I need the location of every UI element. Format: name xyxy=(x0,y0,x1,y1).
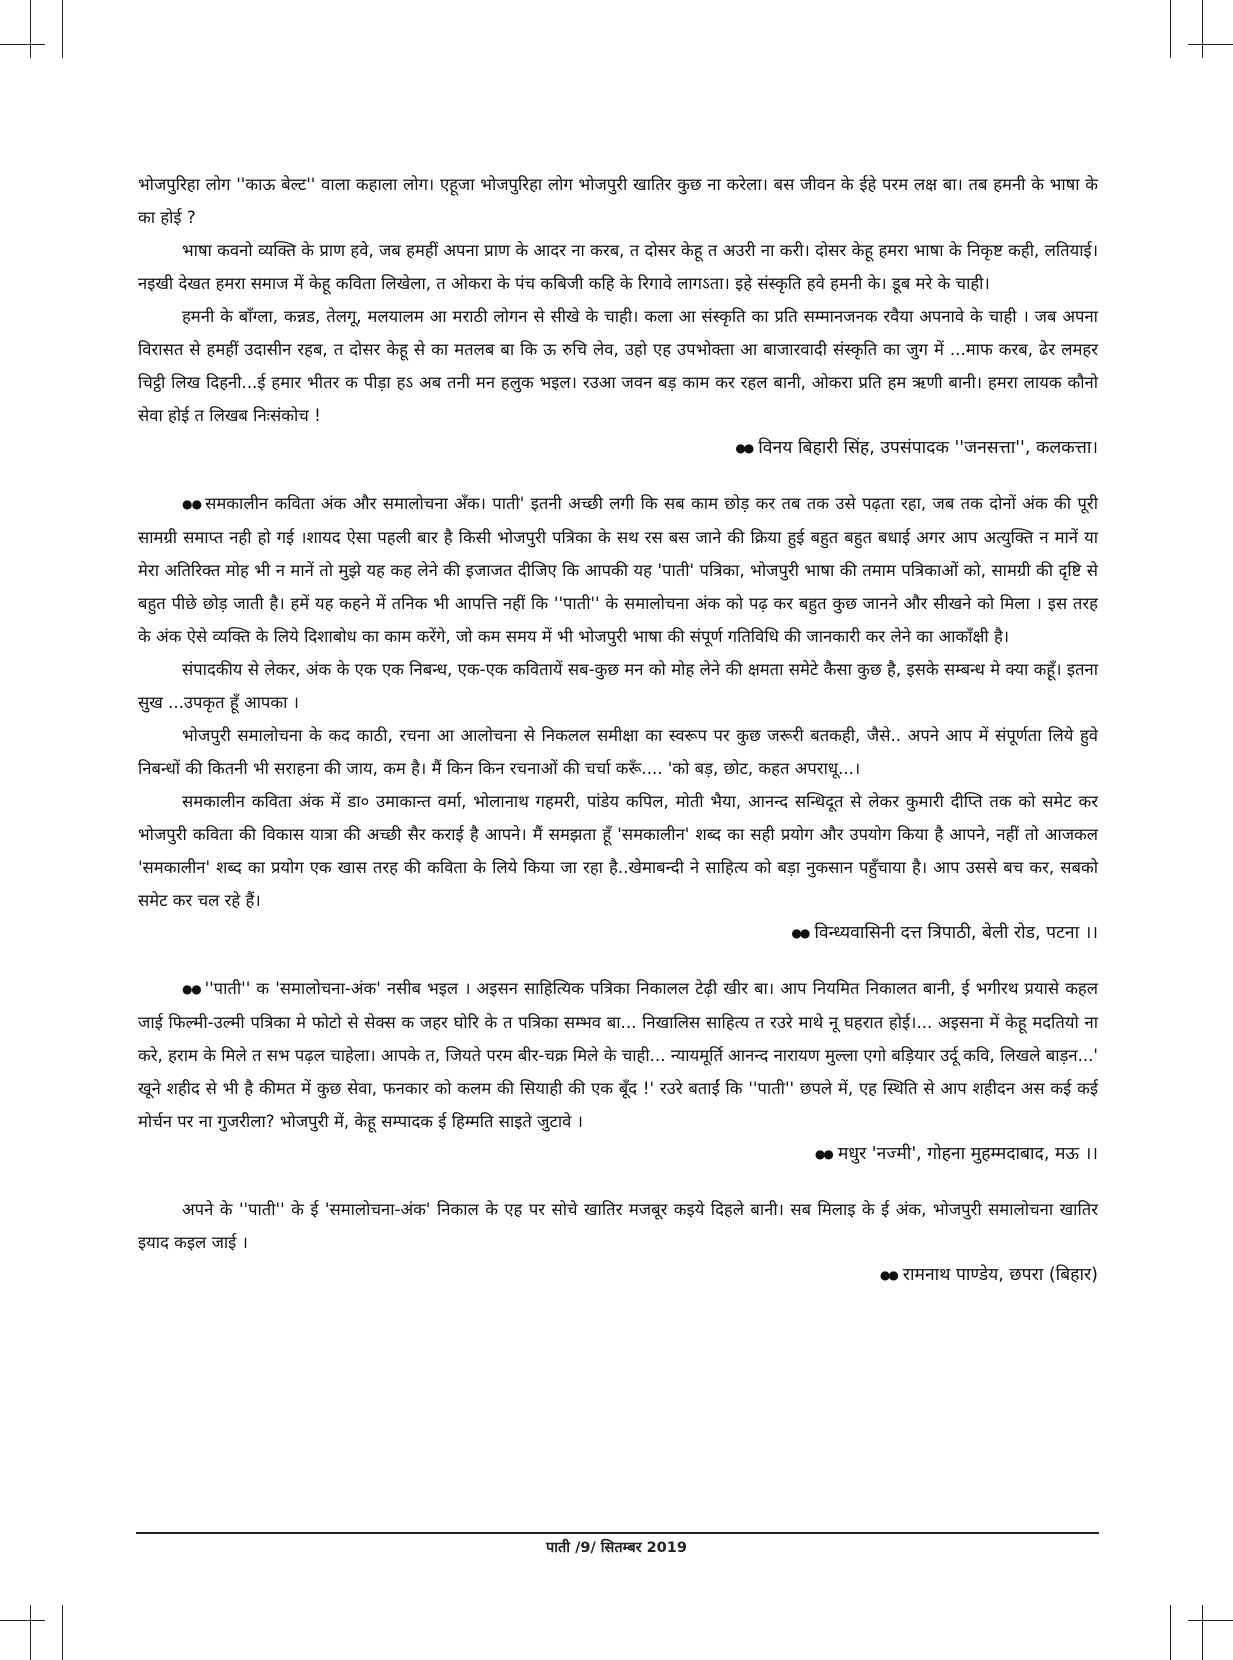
crop-mark-top-right-horizontal xyxy=(1188,44,1233,45)
letters-column xyxy=(138,168,1098,1292)
crop-mark-top-right-vertical xyxy=(1170,0,1171,58)
letter-2-paragraph-1-text: समकालीन कविता अंक और समालोचना अँक। पाती' इतनी अच्छी लगी कि सब काम छोड़ कर तब तक उसे पढ़ता रहा, जब तक दोनों अंक की पूरी सामग्री समाप्त नही हो गई ।शायद ऐसा पहली बार है किसी भोजपुरी पत्रिका के सथ रस बस जाने की क्रिया हुई बहुत बहुत बधाई अगर आप अत्युक्ति न मानें या मेरा अतिरिक्त मोह भी न मानें तो मुझे यह कह लेने की इजाजत दीजिए कि आपकी यह 'पाती' पत्रिका, भोजपुरी भाषा की तमाम पत्रिकाओं को, सामग्री की दृष्टि से बहुत पीछे छोड़ जाती है। हमें यह कहने में तनिक भी आपत्ति नहीं कि ''पाती'' के समालोचना अंक को पढ़ कर बहुत कुछ जानने और सीखने को मिला । इस तरह के अंक ऐसे व्यक्ति के लिये दिशाबोध का काम करेंगे, जो कम समय में भी भोजपुरी भाषा की संपूर्ण गतिविधि की जानकारी कर लेने का आकाँक्षी है। xyxy=(138,494,1098,646)
letter-3-signature xyxy=(138,1138,1098,1171)
crop-mark-bottom-left-horizontal xyxy=(0,1620,45,1621)
crop-mark-top-right-vertical-2 xyxy=(1202,0,1203,58)
crop-mark-bottom-left-vertical-2 xyxy=(62,1605,63,1660)
footer-rule xyxy=(136,1532,1099,1534)
letter-3-paragraph-1 xyxy=(138,972,1098,1138)
letter-1-paragraph-3: हमनी के बाँग्ला, कन्नड, तेलगू, मलयालम आ मराठी लोगन से सीखे के चाही। कला आ संस्कृति का प्रति सम्मानजनक रवैया अपनावे के चाही । जब अपना विरासत से हमहीं उदासीन रहब, त दोसर केहू से का मतलब बा कि ऊ रुचि लेव, उहो एह उपभोक्ता आ बाजारवादी संस्कृति का जुग में ...माफ करब, ढेर लमहर चिट्ठी लिख दिहनी...ई हमार भीतर क पीड़ा हऽ अब तनी मन हलुक भइल। रउआ जवन बड़ काम कर रहल बानी, ओकरा प्रति हम ऋणी बानी। हमरा लायक कौनो सेवा होई त लिखब निःसंकोच ! xyxy=(138,307,1098,425)
letter-2-signature xyxy=(138,917,1098,950)
letter-1-paragraph-2: भाषा कवनो व्यक्ति के प्राण हवे, जब हमहीं अपना प्राण के आदर ना करब, त दोसर केहू त अउरी ना करी। दोसर केहू हमरा भाषा के निकृष्ट कही, लतियाई। नइखी देखत हमरा समाज में केहू कविता लिखेला, त ओकरा के पंच कबिजी कहि के रिगावे लागऽता। इहे संस्कृति हवे हमनी के। डूब मरे के चाही। xyxy=(138,241,1098,293)
crop-mark-bottom-right-vertical xyxy=(1170,1605,1171,1660)
crop-mark-bottom-right-horizontal xyxy=(1188,1620,1233,1621)
letter-1-signature-text: विनय बिहारी सिंह, उपसंपादक ''जनसत्ता'', कलकत्ता। xyxy=(758,438,1098,458)
bullet-icon: ●● xyxy=(182,497,202,511)
bullet-icon: ●● xyxy=(182,982,201,996)
page-footer: पाती /9/ सितम्बर 2019 xyxy=(546,1540,687,1556)
letter-2-paragraph-1 xyxy=(138,487,1098,653)
letter-4-signature-text: रामनाथ पाण्डेय, छपरा (बिहार) xyxy=(902,1265,1098,1285)
letter-2-paragraph-2: संपादकीय से लेकर, अंक के एक एक निबन्ध, एक-एक कवितायें सब-कुछ मन को मोह लेने की क्षमता समेटे कैसा कुछ है, इसके सम्बन्ध मे क्या कहूँ। इतना सुख ...उपकृत हूँ आपका । xyxy=(138,660,1098,712)
crop-mark-top-left-vertical xyxy=(30,0,31,58)
letter-2 xyxy=(138,487,1098,950)
letter-4 xyxy=(138,1193,1098,1292)
letter-3 xyxy=(138,972,1098,1171)
letter-1-paragraph-1: भोजपुरिहा लोग ''काऊ बेल्ट'' वाला कहाला लोग। एहूजा भोजपुरिहा लोग भोजपुरी खातिर कुछ ना करेला। बस जीवन के ईहे परम लक्ष बा। तब हमनी के भाषा के का होई ? xyxy=(138,175,1098,227)
bullet-icon: ●● xyxy=(735,441,753,455)
letter-4-signature xyxy=(138,1259,1098,1292)
letter-1-signature xyxy=(138,432,1098,465)
crop-mark-top-left-vertical-2 xyxy=(62,0,63,58)
bullet-icon: ●● xyxy=(791,926,809,940)
letter-4-paragraph-1: अपने के ''पाती'' के ई 'समालोचना-अंक' निकाल के एह पर सोचे खातिर मजबूर कइये दिहले बानी। सब मिलाइ के ई अंक, भोजपुरी समालोचना खातिर इयाद कइल जाई । xyxy=(138,1200,1098,1252)
letter-2-signature-text: विन्ध्यवासिनी दत्त त्रिपाठी, बेली रोड, पटना ।। xyxy=(814,923,1098,943)
bullet-icon: ●● xyxy=(879,1268,897,1282)
bullet-icon: ●● xyxy=(814,1147,832,1161)
letter-3-paragraph-1-text: ''पाती'' क 'समालोचना-अंक' नसीब भइल । अइसन साहित्यिक पत्रिका निकालल टेढ़ी खीर बा। आप नियमित निकालत बानी, ई भगीरथ प्रयासे कहल जाई फिल्मी-उल्मी पत्रिका मे फोटो से सेक्स क जहर घोरि के त पत्रिका सम्भव बा... निखालिस साहित्य त रउरे माथे नू घहरात होई।... अइसना में केहू मदतियो ना करे, हराम के मिले त सभ पढ़ल चाहेला। आपके त, जियते परम बीर-चक्र मिले के चाही... न्यायमूर्ति आनन्द नारायण मुल्ला एगो बड़ियार उर्दू कवि, लिखले बाड़न...' खूने शहीद से भी है कीमत में कुछ सेवा, फनकार को कलम की सियाही की एक बूँद !' रउरे बताईं कि ''पाती'' छपले में, एह स्थिति से आप शहीदन अस कई कई मोर्चन पर ना गुजरीला? भोजपुरी में, केहू सम्पादक ई हिम्मति साइते जुटावे । xyxy=(138,979,1098,1131)
letter-1 xyxy=(138,168,1098,465)
letter-2-paragraph-3: भोजपुरी समालोचना के कद काठी, रचना आ आलोचना से निकलल समीक्षा का स्वरूप पर कुछ जरूरी बतकही, जैसे.. अपने आप में संपूर्णता लिये हुवे निबन्धों की कितनी भी सराहना की जाय, कम है। मैं किन किन रचनाओं की चर्चा करूँ.... 'को बड़, छोट, कहत अपराधू...। xyxy=(138,726,1098,778)
crop-mark-top-left-horizontal xyxy=(0,44,45,45)
letter-3-signature-text: मधुर 'नज्मी', गोहना मुहम्मदाबाद, मऊ ।। xyxy=(837,1144,1098,1164)
crop-mark-bottom-left-vertical xyxy=(30,1605,31,1660)
letter-2-paragraph-4: समकालीन कविता अंक में डा० उमाकान्त वर्मा, भोलानाथ गहमरी, पांडेय कपिल, मोती भैया, आनन्द सन्धिदूत से लेकर कुमारी दीप्ति तक को समेट कर भोजपुरी कविता की विकास यात्रा की अच्छी सैर कराई है आपने। मैं समझता हूँ 'समकालीन' शब्द का सही प्रयोग और उपयोग किया है आपने, नहीं तो आजकल 'समकालीन' शब्द का प्रयोग एक खास तरह की कविता के लिये किया जा रहा है..खेमाबन्दी ने साहित्य को बड़ा नुकसान पहुँचाया है। आप उससे बच कर, सबको समेट कर चल रहे हैं। xyxy=(138,792,1098,910)
crop-mark-bottom-right-vertical-2 xyxy=(1202,1605,1203,1660)
